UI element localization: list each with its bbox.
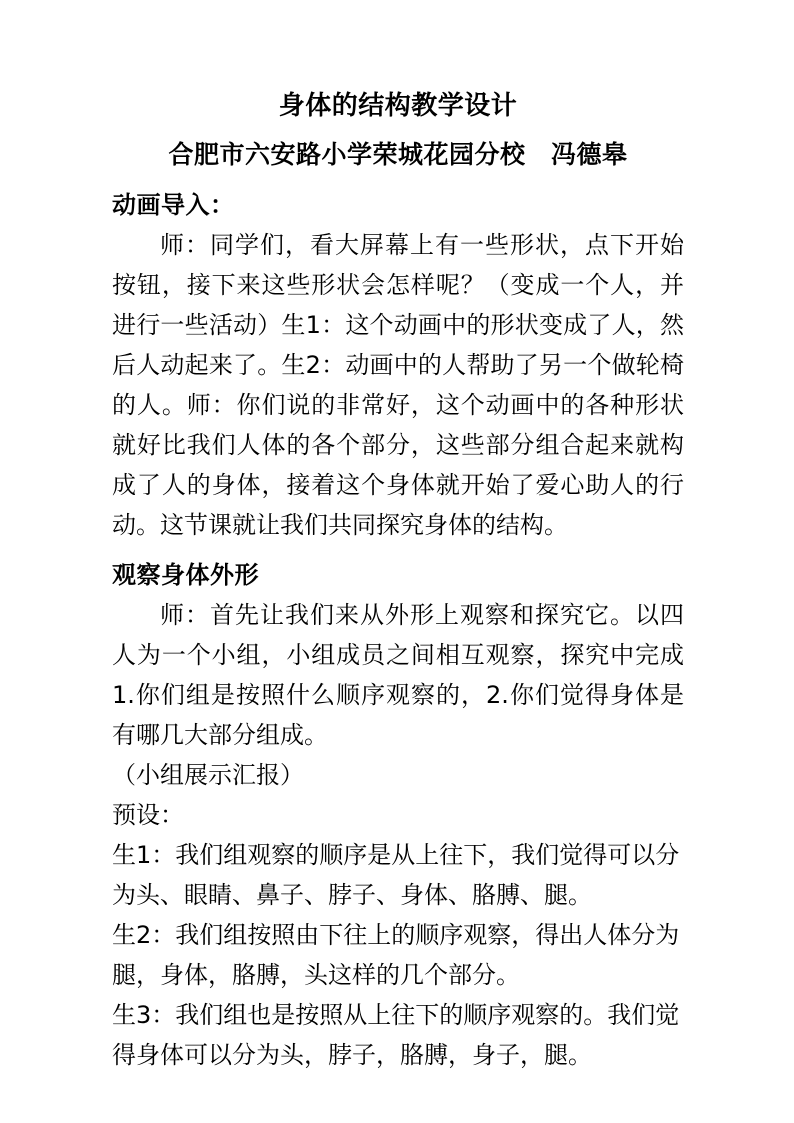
document-subtitle-author: 合肥市六安路小学荣城花园分校 冯德皋 bbox=[168, 140, 628, 169]
paragraph-student-response-3: 生3：我们组也是按照从上往下的顺序观察的。我们觉得身体可以分为头，脖子，胳膊，身子，腿。 bbox=[112, 1001, 680, 1069]
paragraph-group-report: （小组展示汇报） bbox=[112, 761, 304, 789]
section-heading-animation-intro: 动画导入： bbox=[112, 191, 235, 219]
label-expectation: 预设： bbox=[112, 801, 184, 829]
text-column bbox=[112, 0, 684, 1075]
section-heading-observe-body-shape: 观察身体外形 bbox=[112, 561, 259, 589]
paragraph-animation-intro: 师：同学们，看大屏幕上有一些形状，点下开始按钮，接下来这些形状会怎样呢？（变成一个人，并进行一些活动）生1：这个动画中的形状变成了人，然后人动起来了。生2：动画中的人帮助了另一个做轮椅的人。师：你们说的非常好，这个动画中的各种形状就好比我们人体的各个部分，这些部分组合起来就构成了人的身体，接着这个身体就开始了爱心助人的行动。这节课就让我们共同探究身体的结构。 bbox=[112, 231, 684, 539]
paragraph-student-response-2: 生2：我们组按照由下往上的顺序观察，得出人体分为腿，身体，胳膊，头这样的几个部分。 bbox=[112, 921, 680, 989]
paragraph-observe-body-shape: 师：首先让我们来从外形上观察和探究它。以四人为一个小组，小组成员之间相互观察，探究中完成1.你们组是按照什么顺序观察的，2.你们觉得身体是有哪几大部分组成。 bbox=[112, 601, 684, 749]
paragraph-student-response-1: 生1：我们组观察的顺序是从上往下，我们觉得可以分为头、眼睛、鼻子、脖子、身体、胳膊、腿。 bbox=[112, 841, 680, 909]
page-title: 身体的结构教学设计 bbox=[278, 91, 518, 121]
